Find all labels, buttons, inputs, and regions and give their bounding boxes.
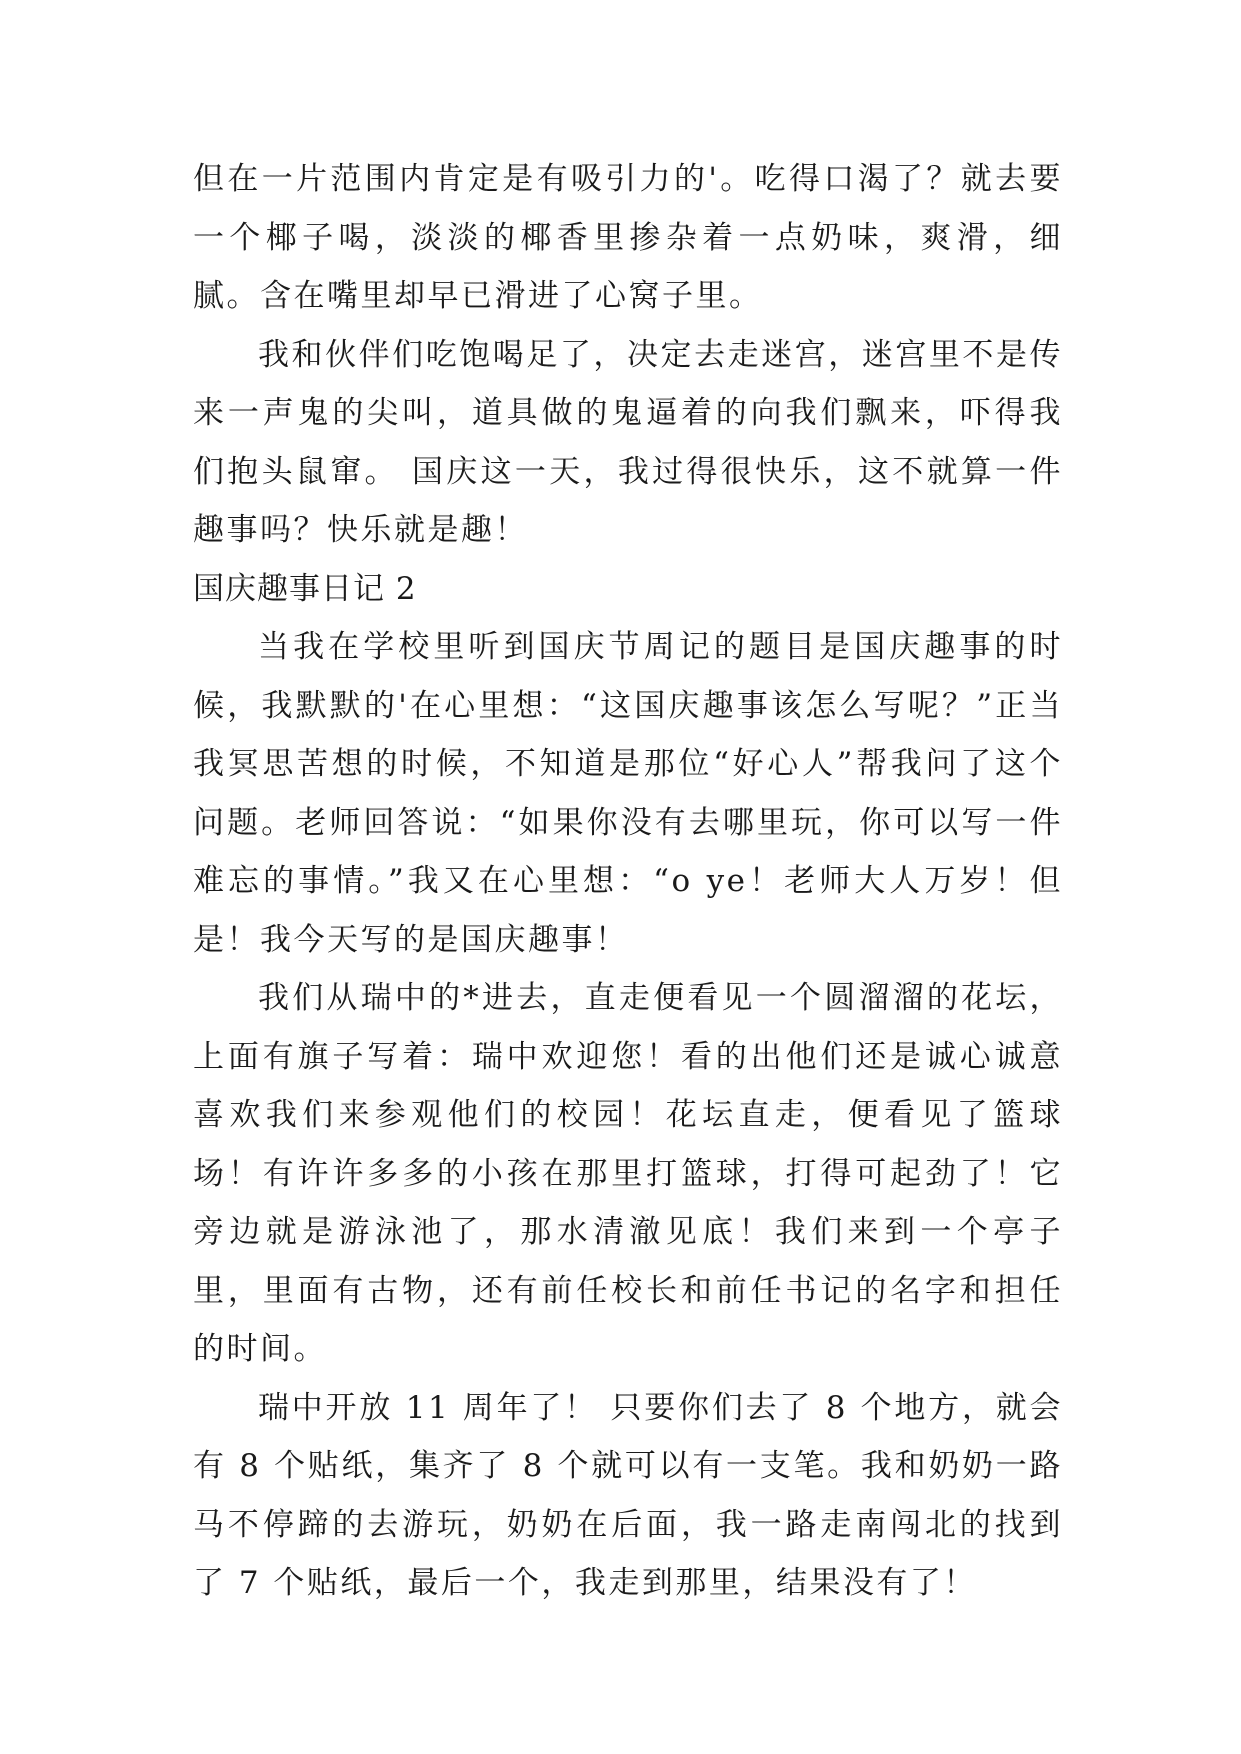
section-heading: 国庆趣事日记 2 <box>193 570 417 607</box>
paragraph-diary-intro: 当我在学校里听到国庆节周记的题目是国庆趣事的时候，我默默的'在心里想：“这国庆趣事该怎么写呢？”正当我冥思苦想的时候，不知道是那位“好心人”帮我问了这个问题。老师回答说：“如果你没有去哪里玩，你可以写一件难忘的事情。”我又在心里想：“o ye！老师大人万岁！但是！我今天写的是国庆趣事！ <box>193 629 1063 958</box>
paragraph-school-tour: 我们从瑞中的*进去，直走便看见一个圆溜溜的花坛，上面有旗子写着：瑞中欢迎您！看的出他们还是诚心诚意喜欢我们来参观他们的校园！花坛直走，便看见了篮球场！有许许多多的小孩在那里打篮球，打得可起劲了！它旁边就是游泳池了，那水清澈见底！我们来到一个亭子里，里面有古物，还有前任校长和前任书记的名字和担任的时间。 <box>193 980 1063 1367</box>
paragraph-stickers: 瑞中开放 11 周年了！ 只要你们去了 8 个地方，就会有 8 个贴纸，集齐了 8 个就可以有一支笔。我和奶奶一路马不停蹄的去游玩，奶奶在后面，我一路走南闯北的找到了 7 个贴纸，最后一个，我走到那里，结果没有了！ <box>193 1389 1063 1601</box>
paragraph-maze: 我和伙伴们吃饱喝足了，决定去走迷宫，迷宫里不是传来一声鬼的尖叫，道具做的鬼逼着的向我们飘来，吓得我们抱头鼠窜。 国庆这一天，我过得很快乐，这不就算一件趣事吗？快乐就是趣！ <box>193 336 1063 548</box>
document-body <box>193 150 1063 1613</box>
paragraph-continuation: 但在一片范围内肯定是有吸引力的'。吃得口渴了？就去要一个椰子喝，淡淡的椰香里掺杂着一点奶味，爽滑，细腻。含在嘴里却早已滑进了心窝子里。 <box>193 161 1063 314</box>
